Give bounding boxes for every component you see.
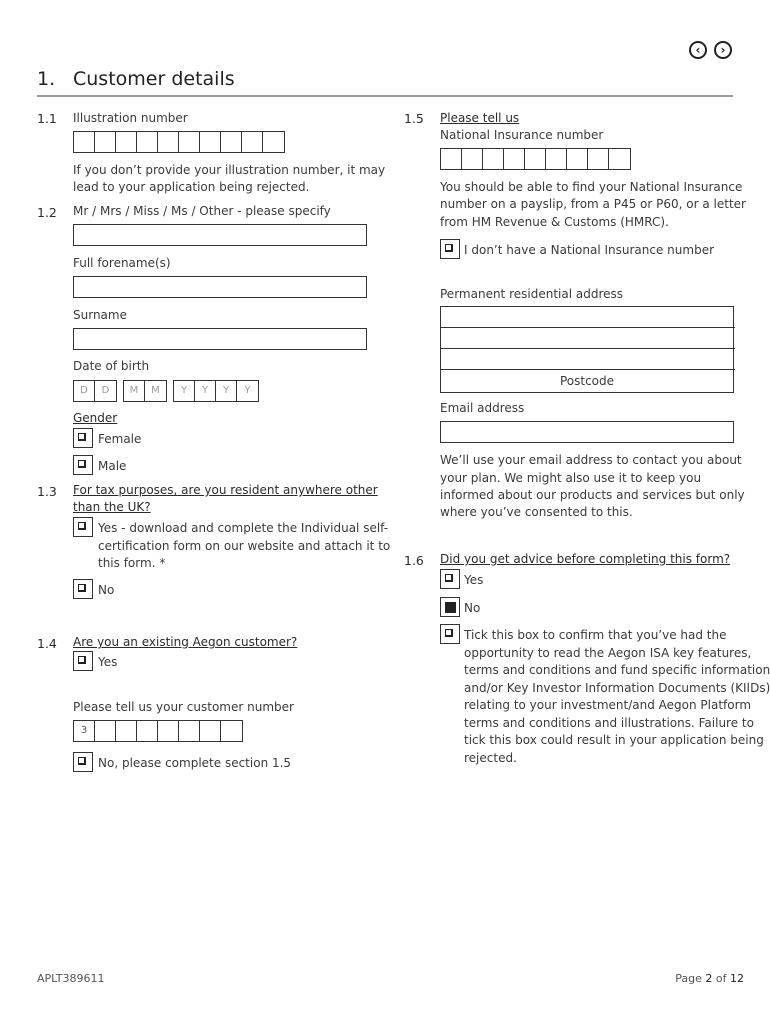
chevron-right-icon: ›	[720, 43, 726, 57]
tax-yes-label-1: Yes - download and complete the Individual self-	[98, 521, 389, 535]
ni-label: National Insurance number	[440, 128, 604, 142]
next-page-icon[interactable]	[714, 41, 732, 59]
male-label: Male	[98, 459, 127, 473]
dob-month-input[interactable]: M M	[123, 380, 167, 402]
ni-help-2: number on a payslip, from a P45 or P60, or a letter	[440, 197, 746, 211]
tax-yes-label-2: certification form on our website and attach it to	[98, 539, 391, 553]
dob-year-input[interactable]: Y Y Y Y	[173, 380, 259, 402]
advice-no-label: No	[464, 601, 481, 615]
postcode-label: Postcode	[559, 374, 615, 388]
section-title: Customer details	[73, 68, 235, 90]
ni-number-input[interactable]	[440, 148, 631, 170]
q1-2-number: 1.2	[37, 205, 57, 220]
existing-no-checkbox[interactable]	[73, 752, 93, 772]
previous-page-icon[interactable]	[689, 41, 707, 59]
male-checkbox[interactable]	[73, 455, 93, 475]
section-divider	[37, 95, 733, 97]
tax-yes-label-3: this form. *	[98, 556, 166, 570]
tax-yes-checkbox[interactable]	[73, 517, 93, 537]
no-ni-label: I don’t have a National Insurance number	[464, 243, 715, 257]
email-help-4: where you’ve consented to this.	[440, 505, 633, 519]
ni-help-1: You should be able to find your National Insurance	[440, 180, 743, 194]
existing-yes-checkbox[interactable]	[73, 651, 93, 671]
tax-no-label: No	[98, 583, 115, 597]
email-help-1: We’ll use your email address to contact you about	[440, 453, 742, 467]
address-line-1[interactable]	[441, 307, 735, 328]
advice-no-checkbox[interactable]	[440, 597, 460, 617]
forename-input[interactable]	[73, 276, 367, 298]
please-tell-us-title: Please tell us	[440, 111, 520, 125]
section-number: 1.	[37, 68, 56, 90]
surname-label: Surname	[73, 308, 127, 322]
dob-day-input[interactable]: D D	[73, 380, 117, 402]
surname-input[interactable]	[73, 328, 367, 350]
advice-question: Did you get advice before completing this form?	[440, 552, 731, 566]
advice-yes-label: Yes	[464, 573, 484, 587]
address-input[interactable]	[440, 306, 734, 393]
address-line-2[interactable]	[441, 328, 735, 349]
q1-6-number: 1.6	[404, 553, 424, 568]
gender-label: Gender	[73, 411, 118, 425]
confirm-read-checkbox[interactable]	[440, 624, 460, 644]
existing-no-label: No, please complete section 1.5	[98, 756, 292, 770]
tax-question-2: than the UK?	[73, 500, 151, 514]
tax-question-1: For tax purposes, are you resident anywhere other	[73, 483, 378, 497]
customer-number-label: Please tell us your customer number	[73, 700, 294, 714]
illustration-help-1: If you don’t provide your illustration number, it may	[73, 163, 386, 177]
dob-label: Date of birth	[73, 359, 150, 373]
q1-4-number: 1.4	[37, 636, 57, 651]
page-indicator: Page 2 of 12	[675, 972, 744, 985]
ni-help-3: from HM Revenue & Customs (HMRC).	[440, 215, 669, 229]
title-input[interactable]	[73, 224, 367, 246]
email-label: Email address	[440, 401, 525, 415]
address-line-3[interactable]	[441, 349, 735, 370]
tax-no-checkbox[interactable]	[73, 579, 93, 599]
title-label: Mr / Mrs / Miss / Ms / Other - please specify	[73, 204, 331, 218]
email-input[interactable]	[440, 421, 734, 443]
email-help-3: informed about our products and services but only	[440, 488, 745, 502]
advice-yes-checkbox[interactable]	[440, 569, 460, 589]
q1-3-number: 1.3	[37, 484, 57, 499]
confirm-read-text: Tick this box to confirm that you’ve had the opportunity to read the Aegon ISA key features, terms and conditions and fund specific information and/or Key Investor Information Documents (KIIDs) relating to your investment/and Aegon Platform terms and conditions and illustrations. Failure to tick this box could result in your application being rejected.	[464, 628, 770, 765]
illustration-number-input[interactable]	[73, 131, 285, 153]
postcode-field[interactable]	[441, 370, 733, 392]
chevron-left-icon: ‹	[695, 43, 701, 57]
address-label: Permanent residential address	[440, 287, 623, 301]
female-label: Female	[98, 432, 142, 446]
no-ni-checkbox[interactable]	[440, 239, 460, 259]
existing-yes-label: Yes	[98, 655, 118, 669]
customer-number-input[interactable]: 3	[73, 720, 243, 742]
q1-5-number: 1.5	[404, 111, 424, 126]
existing-customer-question: Are you an existing Aegon customer?	[73, 635, 298, 649]
illustration-number-label: Illustration number	[73, 111, 188, 125]
illustration-help-2: lead to your application being rejected.	[73, 180, 310, 194]
email-help-2: your plan. We might also use it to keep you	[440, 471, 702, 485]
forename-label: Full forename(s)	[73, 256, 171, 270]
document-reference: APLT389611	[37, 972, 105, 985]
female-checkbox[interactable]	[73, 428, 93, 448]
q1-1-number: 1.1	[37, 111, 57, 126]
